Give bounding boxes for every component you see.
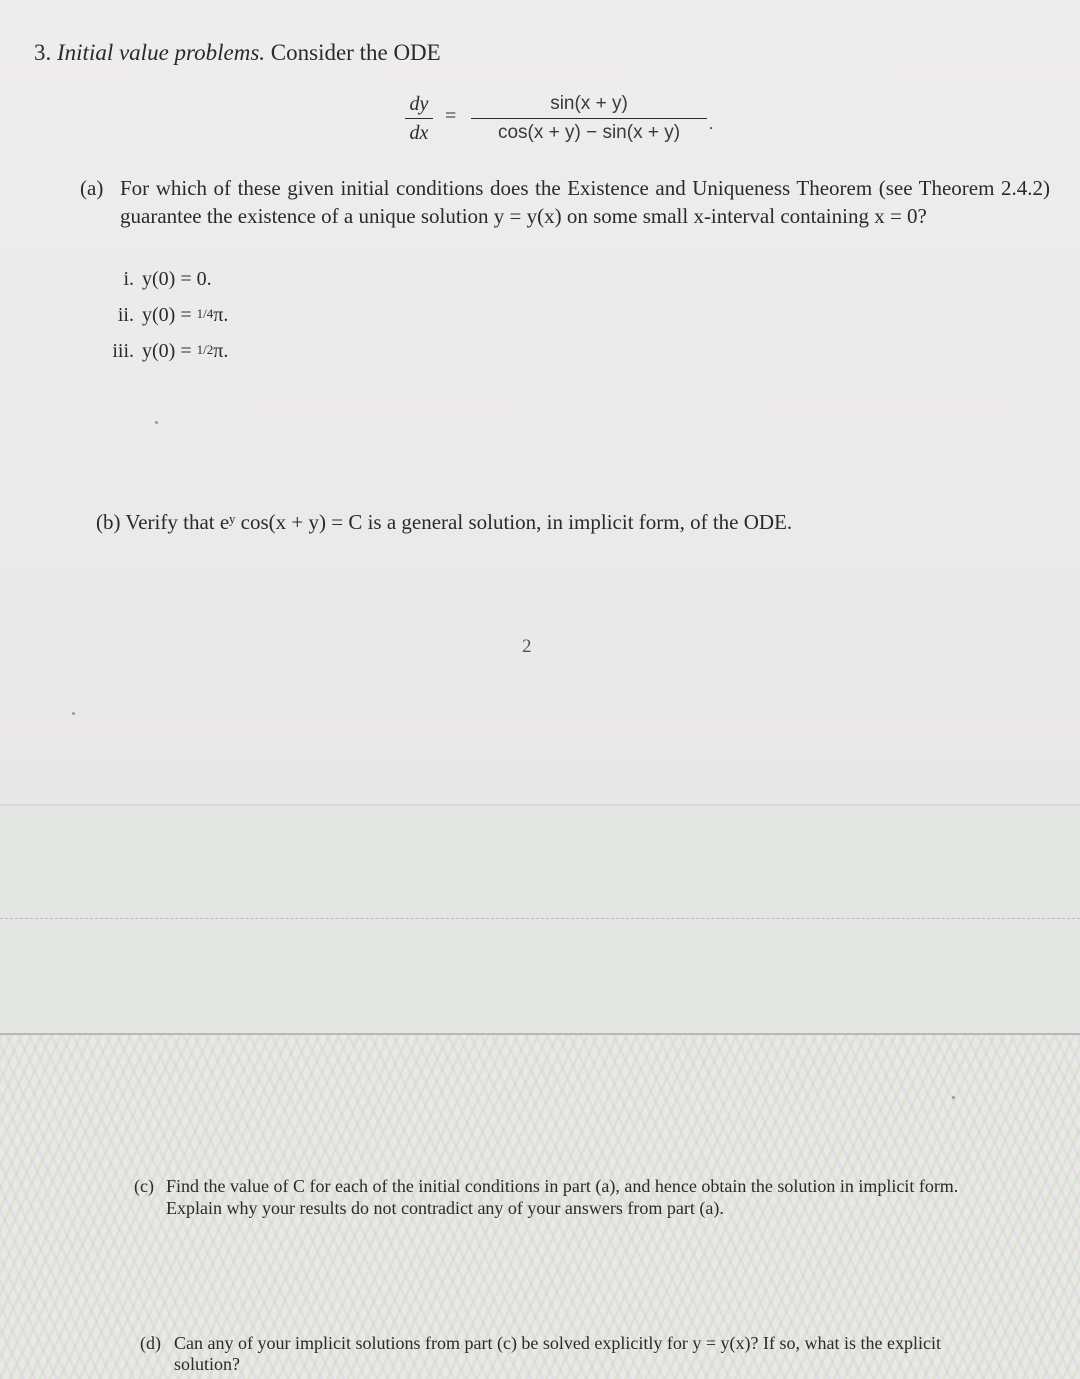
condition-iii-label: iii. xyxy=(112,340,134,362)
derivative-numerator: dy xyxy=(409,93,429,115)
rhs-denominator: cos(x + y) − sin(x + y) xyxy=(497,122,681,143)
part-c-label: (c) xyxy=(134,1176,154,1196)
equation-period: . xyxy=(709,116,713,133)
equals-sign: = xyxy=(445,105,457,127)
part-a-label: (a) xyxy=(80,176,104,200)
condition-i xyxy=(98,268,212,291)
problem-title: Initial value problems. xyxy=(57,40,266,65)
part-b xyxy=(96,508,792,536)
condition-iii-expr: y(0) = xyxy=(142,340,197,362)
part-d-text: Can any of your implicit solutions from part (c) be solved explicitly for y = y(x)? If so, what is the explicit solution? xyxy=(174,1333,941,1374)
fraction-bar xyxy=(405,118,433,119)
part-b-label: (b) xyxy=(96,510,121,534)
dashed-divider xyxy=(0,918,1080,919)
paper-speck xyxy=(72,712,75,715)
problem-heading xyxy=(34,40,441,66)
derivative-fraction xyxy=(405,92,433,145)
condition-iii-fraction: 1/2 xyxy=(196,342,214,357)
fraction-bar xyxy=(471,118,707,119)
condition-ii-suffix: π. xyxy=(213,304,229,326)
part-c-text: Find the value of C for each of the initial conditions in part (a), and hence obtain the solution in implicit form. Explain why your results do not contradict any of your answers from part (a). xyxy=(166,1176,959,1218)
part-b-text: Verify that eʸ cos(x + y) = C is a general solution, in implicit form, of the ODE. xyxy=(125,510,793,534)
condition-i-label: i. xyxy=(123,268,134,290)
condition-iii xyxy=(98,340,228,363)
ode-equation xyxy=(405,90,725,160)
condition-ii xyxy=(98,304,228,327)
condition-i-expr: y(0) = 0. xyxy=(142,268,212,290)
problem-number: 3. xyxy=(34,40,52,65)
part-d-label: (d) xyxy=(140,1333,161,1353)
paper-speck xyxy=(952,1096,955,1099)
derivative-denominator: dx xyxy=(409,122,429,144)
condition-iii-suffix: π. xyxy=(213,340,229,362)
condition-ii-fraction: 1/4 xyxy=(196,306,214,321)
page-number: 2 xyxy=(522,636,532,657)
problem-intro: Consider the ODE xyxy=(270,40,441,65)
paper-speck xyxy=(155,421,158,424)
condition-ii-expr: y(0) = xyxy=(142,304,197,326)
worksheet-page-middle xyxy=(0,806,1080,1034)
part-a-text: For which of these given initial conditions does the Existence and Uniqueness Theorem (see Theorem 2.4.2) guarantee the existence of a unique solution y = y(x) on some small x-interval containing x = 0? xyxy=(120,176,1050,228)
rhs-fraction xyxy=(471,92,707,145)
rhs-numerator: sin(x + y) xyxy=(550,93,628,114)
condition-ii-label: ii. xyxy=(117,304,134,326)
